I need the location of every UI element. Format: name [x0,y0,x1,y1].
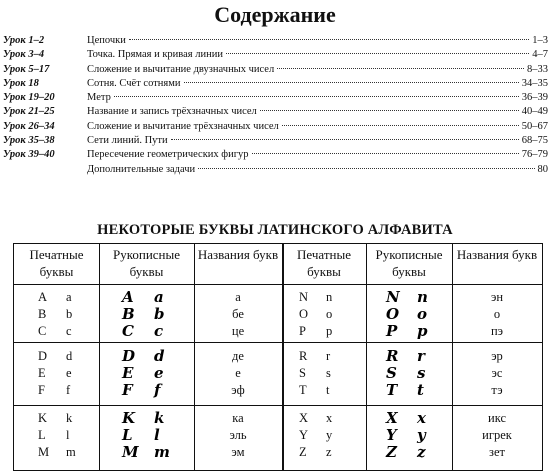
printed-lowercase: c [66,324,72,338]
row-divider [14,405,542,406]
toc-topic: Пересечение геометрических фигур [87,149,249,161]
letter-name: эф [231,383,245,397]
handwritten-uppercase: D [122,347,136,365]
letter-name: икс [488,411,506,425]
printed-uppercase: L [38,428,46,442]
handwritten-lowercase: t [417,381,424,399]
toc-pages: 4–7 [532,49,548,61]
letter-name: тэ [491,383,503,397]
handwritten-lowercase: x [417,409,426,427]
toc-leader [277,68,524,69]
toc-leader [114,96,519,97]
latin-alphabet-table [13,243,543,471]
letter-name: а [235,290,241,304]
handwritten-lowercase: z [417,443,426,461]
handwritten-uppercase: R [386,347,399,365]
printed-uppercase: Y [299,428,309,442]
toc-row [3,77,548,91]
toc-row [3,148,548,162]
handwritten-lowercase: y [417,426,426,444]
toc-topic: Точка. Прямая и кривая линии [87,49,223,61]
row-divider [14,284,542,285]
printed-lowercase: p [326,324,333,338]
toc-lesson: Урок 19–20 [3,92,55,104]
toc-topic: Сотня. Счёт сотнями [87,77,181,89]
toc-row [3,63,548,77]
header-names: Названия букв [456,247,538,262]
handwritten-lowercase: m [154,443,170,461]
header-printed: Печатные буквы [297,247,351,279]
letter-name: эн [490,290,504,304]
toc-leader [129,39,529,40]
printed-uppercase: N [299,290,309,304]
printed-lowercase: b [66,307,73,321]
toc-lesson: Урок 26–34 [3,120,55,132]
toc-row [3,120,548,134]
toc-row [3,48,548,62]
handwritten-uppercase: O [386,305,400,323]
handwritten-uppercase: A [122,288,134,306]
toc-leader [260,110,519,111]
toc-pages: 76–79 [521,149,548,161]
printed-uppercase: E [38,366,46,380]
toc-lesson: Урок 3–4 [3,49,45,61]
toc-topic: Сложение и вычитание двузначных чисел [87,63,275,75]
printed-uppercase: T [299,383,307,397]
printed-lowercase: n [326,290,333,304]
handwritten-uppercase: C [122,322,134,340]
handwritten-lowercase: n [417,288,428,306]
printed-uppercase: O [299,307,309,321]
handwritten-uppercase: T [386,381,398,399]
toc-pages: 50–67 [521,120,548,132]
header-handwritten: Рукописные буквы [375,247,443,279]
handwritten-lowercase: e [154,364,164,382]
handwritten-lowercase: r [417,347,425,365]
toc-pages: 68–75 [521,135,548,147]
toc-topic: Метр [87,92,111,104]
handwritten-lowercase: b [154,305,165,323]
handwritten-lowercase: d [154,347,165,365]
toc-lesson: Урок 5–17 [3,63,50,75]
letter-name: ка [232,411,244,425]
printed-lowercase: m [66,445,76,459]
printed-uppercase: A [38,290,48,304]
handwritten-lowercase: l [154,426,160,444]
handwritten-uppercase: E [122,364,134,382]
printed-uppercase: C [38,324,47,338]
printed-lowercase: x [326,411,333,425]
letter-name: о [493,307,501,321]
printed-uppercase: F [38,383,45,397]
printed-lowercase: a [66,290,72,304]
printed-lowercase: e [66,366,72,380]
letter-name: эль [229,428,247,442]
letter-name: бе [232,307,244,321]
handwritten-lowercase: k [154,409,165,427]
letter-name: це [231,324,245,338]
printed-lowercase: d [66,349,73,363]
toc-topic: Сети линий. Пути [87,135,168,147]
printed-uppercase: X [299,411,309,425]
toc-leader [226,53,529,54]
toc-row [3,105,548,119]
handwritten-uppercase: N [386,288,400,306]
printed-uppercase: R [299,349,308,363]
printed-lowercase: z [326,445,332,459]
printed-uppercase: K [38,411,48,425]
handwritten-uppercase: S [386,364,397,382]
handwritten-uppercase: B [122,305,135,323]
printed-uppercase: Z [299,445,307,459]
toc-row [3,34,548,48]
table-of-contents [3,34,548,177]
handwritten-uppercase: M [122,443,139,461]
letter-name: зет [489,445,505,459]
printed-uppercase: M [38,445,50,459]
toc-topic: Дополнительные задачи [87,163,196,175]
letter-name: игрек [482,428,512,442]
toc-topic: Название и запись трёхзначных чисел [87,106,257,118]
printed-lowercase: r [326,349,331,363]
handwritten-lowercase: a [154,288,164,306]
printed-uppercase: D [38,349,48,363]
toc-topic: Сложение и вычитание трёхзначных чисел [87,120,279,132]
toc-pages: 80 [537,163,548,175]
letter-name: эм [231,445,245,459]
toc-leader [198,168,534,169]
handwritten-uppercase: X [386,409,398,427]
row-divider [14,342,542,343]
printed-lowercase: s [326,366,331,380]
printed-lowercase: f [66,383,71,397]
printed-lowercase: y [326,428,333,442]
toc-lesson: Урок 18 [3,77,39,89]
printed-lowercase: l [66,428,70,442]
toc-lesson: Урок 35–38 [3,135,55,147]
toc-leader [252,153,519,154]
toc-pages: 40–49 [521,106,548,118]
toc-topic: Цепочки [87,35,126,46]
header-names: Названия букв [197,247,279,262]
handwritten-uppercase: Z [386,443,397,461]
header-handwritten: Рукописные буквы [112,247,181,279]
printed-uppercase: P [299,324,306,338]
toc-leader [171,139,519,140]
toc-row [3,134,548,148]
printed-uppercase: S [299,366,306,380]
alphabet-title: НЕКОТОРЫЕ БУКВЫ ЛАТИНСКОГО АЛФАВИТА [97,222,453,238]
handwritten-uppercase: Y [386,426,397,444]
handwritten-lowercase: f [154,381,161,399]
toc-leader [282,125,519,126]
header-printed: Печатные буквы [29,247,84,279]
toc-pages: 8–33 [527,63,548,75]
toc-lesson: Урок 39–40 [3,149,55,161]
handwritten-uppercase: P [386,322,398,340]
handwritten-uppercase: F [122,381,133,399]
handwritten-lowercase: c [154,322,164,340]
handwritten-uppercase: L [122,426,133,444]
printed-lowercase: o [326,307,333,321]
toc-lesson: Урок 1–2 [3,35,45,46]
letter-name: пэ [490,324,504,338]
toc-row [3,163,548,177]
letter-name: де [232,349,244,363]
printed-uppercase: B [38,307,47,321]
handwritten-uppercase: K [122,409,136,427]
letter-name: эс [491,366,503,380]
toc-pages: 1–3 [532,35,548,46]
handwritten-lowercase: p [417,322,428,340]
letter-name: эр [491,349,503,363]
handwritten-lowercase: o [417,305,428,323]
toc-leader [184,82,519,83]
printed-lowercase: t [326,383,330,397]
toc-pages: 36–39 [521,92,548,104]
printed-lowercase: k [66,411,73,425]
toc-row [3,91,548,105]
toc-pages: 34–35 [521,77,548,89]
letter-name: е [235,366,241,380]
handwritten-lowercase: s [417,364,426,382]
toc-lesson: Урок 21–25 [3,106,55,118]
page-title: Содержание [214,2,336,27]
